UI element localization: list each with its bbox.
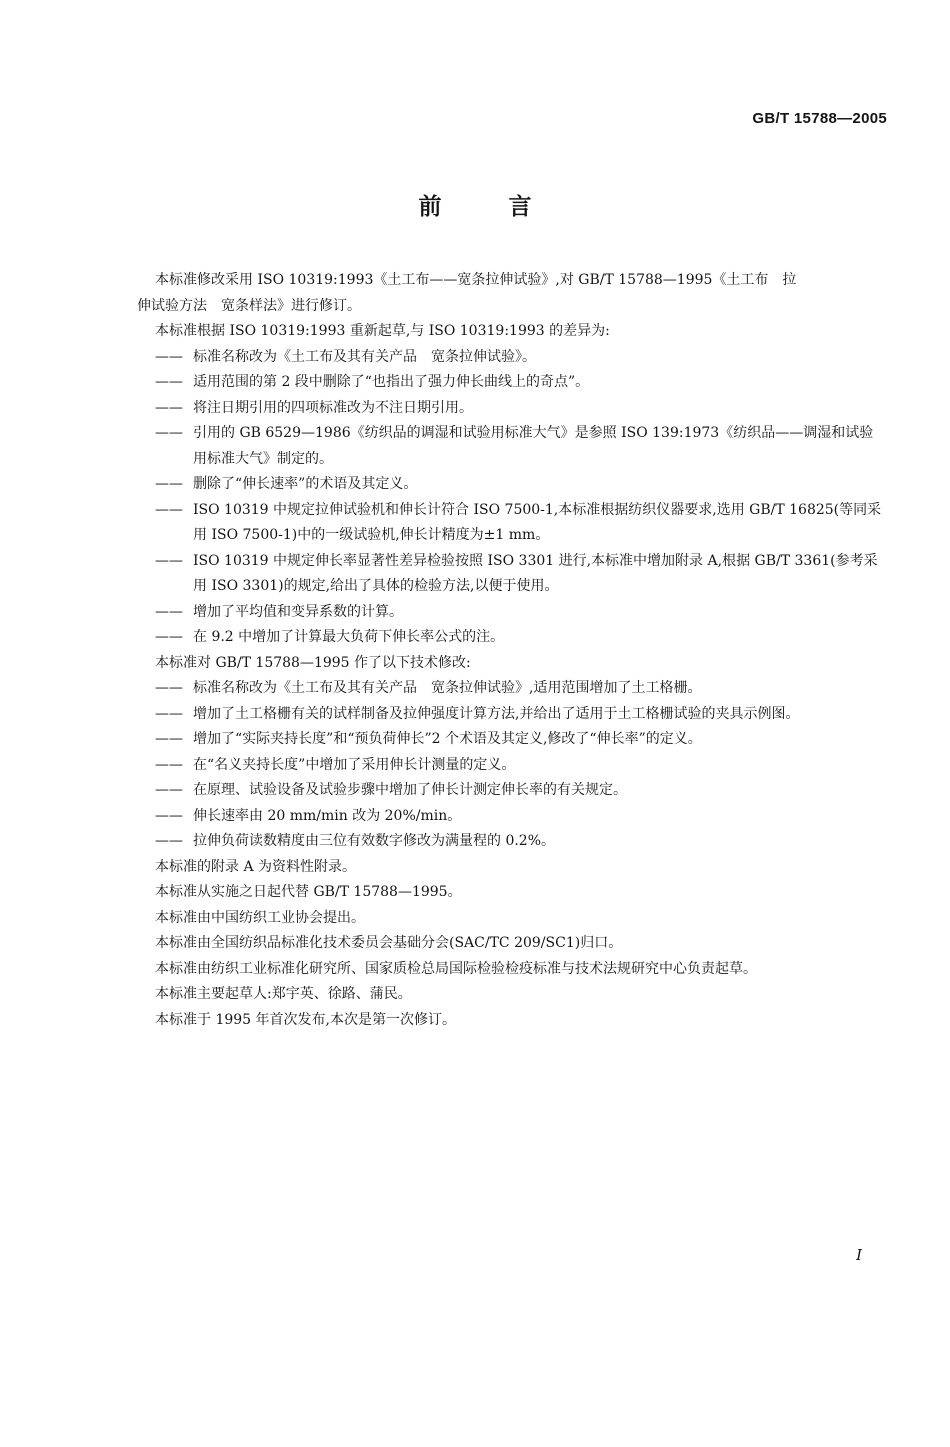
modification-item xyxy=(155,727,884,753)
difference-item-text: 标准名称改为《土工布及其有关产品 宽条拉伸试验》。 xyxy=(193,348,536,365)
modification-item-text: 伸长速率由 20 mm/min 改为 20%/min。 xyxy=(193,807,462,824)
modifications-list xyxy=(155,676,884,855)
dash-marker: —— xyxy=(155,807,183,824)
modification-item-text: 在“名义夹持长度”中增加了采用伸长计测量的定义。 xyxy=(193,756,516,773)
modification-item xyxy=(155,676,884,702)
difference-item-text: 在 9.2 中增加了计算最大负荷下伸长率公式的注。 xyxy=(193,629,505,645)
dash-marker: —— xyxy=(155,425,183,441)
paragraph-adoption xyxy=(137,268,884,319)
difference-item-text: ISO 10319 中规定拉伸试验机和伸长计符合 ISO 7500-1,本标准根据纺织仪器要求,选用 GB/T 16825(等同采用 ISO 7500-1)中的一级试验机,伸长计精度为±1 mm。 xyxy=(193,501,882,543)
closing-paragraphs xyxy=(155,855,884,1034)
modification-item xyxy=(155,778,884,804)
difference-item xyxy=(155,396,884,422)
dash-marker: —— xyxy=(155,731,183,747)
modification-item xyxy=(155,804,884,830)
dash-marker: —— xyxy=(155,399,183,416)
dash-marker: —— xyxy=(155,782,183,798)
dash-marker: —— xyxy=(155,348,183,365)
closing-paragraph: 本标准主要起草人:郑宇英、徐路、蒲民。 xyxy=(155,986,412,1002)
closing-paragraph: 本标准由中国纺织工业协会提出。 xyxy=(155,909,365,926)
difference-item xyxy=(155,549,884,600)
closing-paragraph: 本标准从实施之日起代替 GB/T 15788—1995。 xyxy=(155,884,462,900)
page-number: I xyxy=(856,1246,862,1264)
paragraph-line: 伸试验方法 宽条样法》进行修订。 xyxy=(137,297,361,314)
paragraph-line: 本标准修改采用 ISO 10319:1993《土工布——宽条拉伸试验》,对 GB/T 15788—1995《土工布 拉 xyxy=(155,272,797,288)
modification-item xyxy=(155,753,884,779)
document-body xyxy=(137,268,884,1033)
closing-paragraph: 本标准由纺织工业标准化研究所、国家质检总局国际检验检疫标准与技术法规研究中心负责起草。 xyxy=(155,960,757,977)
dash-marker: —— xyxy=(155,476,183,492)
modification-item xyxy=(155,829,884,855)
difference-item-text: 增加了平均值和变异系数的计算。 xyxy=(193,603,403,620)
dash-marker: —— xyxy=(155,552,183,569)
modification-item-text: 在原理、试验设备及试验步骤中增加了伸长计测定伸长率的有关规定。 xyxy=(193,782,627,798)
difference-item-text: ISO 10319 中规定伸长率显著性差异检验按照 ISO 3301 进行,本标准中增加附录 A,根据 GB/T 3361(参考采用 ISO 3301)的规定,给出了具体的检验方法,以便于使用。 xyxy=(193,552,878,594)
dash-marker: —— xyxy=(155,501,183,518)
modification-item-text: 标准名称改为《土工布及其有关产品 宽条拉伸试验》,适用范围增加了土工格栅。 xyxy=(193,680,702,696)
standard-number: GB/T 15788—2005 xyxy=(752,110,887,127)
closing-paragraph: 本标准由全国纺织品标准化技术委员会基础分会(SAC/TC 209/SC1)归口。 xyxy=(155,935,623,951)
difference-item xyxy=(155,370,884,396)
difference-item xyxy=(155,625,884,651)
paragraph-modifications-intro: 本标准对 GB/T 15788—1995 作了以下技术修改: xyxy=(155,654,471,671)
modification-item-text: 增加了“实际夹持长度”和“预负荷伸长”2 个术语及其定义,修改了“伸长率”的定义。 xyxy=(193,731,702,747)
modification-item xyxy=(155,702,884,728)
difference-item-text: 将注日期引用的四项标准改为不注日期引用。 xyxy=(193,399,473,416)
difference-item-text: 删除了“伸长速率”的术语及其定义。 xyxy=(193,476,418,492)
dash-marker: —— xyxy=(155,374,183,390)
differences-list xyxy=(155,345,884,651)
difference-item xyxy=(155,345,884,371)
dash-marker: —— xyxy=(155,833,183,849)
dash-marker: —— xyxy=(155,629,183,645)
dash-marker: —— xyxy=(155,603,183,620)
difference-item-text: 引用的 GB 6529—1986《纺织品的调湿和试验用标准大气》是参照 ISO 139:1973《纺织品——调湿和试验用标准大气》制定的。 xyxy=(193,425,874,467)
dash-marker: —— xyxy=(155,705,183,722)
page-title: 前 言 xyxy=(418,194,554,220)
modification-item-text: 增加了土工格栅有关的试样制备及拉伸强度计算方法,并给出了适用于土工格栅试验的夹具示例图。 xyxy=(193,705,800,722)
difference-item xyxy=(155,472,884,498)
difference-item xyxy=(155,498,884,549)
closing-paragraph: 本标准于 1995 年首次发布,本次是第一次修订。 xyxy=(155,1011,456,1028)
difference-item-text: 适用范围的第 2 段中删除了“也指出了强力伸长曲线上的奇点”。 xyxy=(193,374,590,390)
modification-item-text: 拉伸负荷读数精度由三位有效数字修改为满量程的 0.2%。 xyxy=(193,833,556,849)
difference-item xyxy=(155,421,884,472)
paragraph-differences-intro: 本标准根据 ISO 10319:1993 重新起草,与 ISO 10319:1993 的差异为: xyxy=(155,323,610,339)
dash-marker: —— xyxy=(155,756,183,773)
difference-item xyxy=(155,600,884,626)
dash-marker: —— xyxy=(155,680,183,696)
closing-paragraph: 本标准的附录 A 为资料性附录。 xyxy=(155,858,357,875)
